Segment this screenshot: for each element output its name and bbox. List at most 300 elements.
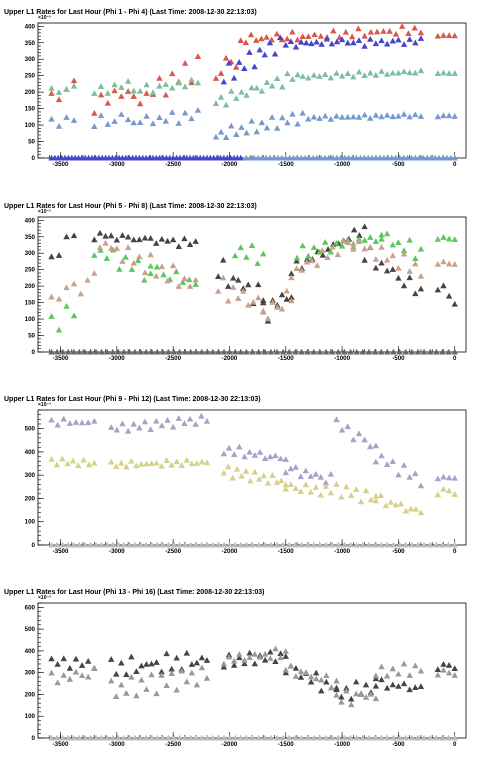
data-point xyxy=(311,31,317,37)
data-point xyxy=(159,236,165,242)
data-point xyxy=(221,470,227,476)
data-point xyxy=(248,85,254,91)
data-point xyxy=(373,673,379,679)
data-point xyxy=(390,113,396,119)
data-point xyxy=(71,117,77,123)
data-point xyxy=(446,32,452,38)
data-point xyxy=(367,36,373,42)
data-point xyxy=(48,85,54,91)
data-point xyxy=(440,474,446,480)
data-point xyxy=(384,71,390,77)
data-point xyxy=(86,461,92,467)
data-point xyxy=(373,72,379,78)
data-point xyxy=(305,75,311,81)
data-point xyxy=(125,88,131,94)
x-tick-label: -2500 xyxy=(165,355,182,362)
x-tick-label: -500 xyxy=(392,741,405,748)
data-point xyxy=(412,255,418,261)
data-point xyxy=(294,121,300,127)
data-point xyxy=(333,416,339,422)
data-point xyxy=(156,114,162,120)
x-tick-label: -2500 xyxy=(165,741,182,748)
data-point xyxy=(91,418,97,424)
data-point xyxy=(384,230,390,236)
data-point xyxy=(125,78,131,84)
data-point xyxy=(91,90,97,96)
data-point xyxy=(395,265,401,271)
data-point xyxy=(303,482,309,488)
data-point xyxy=(169,70,175,76)
data-point xyxy=(48,116,54,122)
data-point xyxy=(188,115,194,121)
data-point xyxy=(170,237,176,243)
data-point xyxy=(118,460,124,466)
data-point xyxy=(318,41,324,47)
data-point xyxy=(192,421,198,427)
y-tick-label: 0 xyxy=(31,155,35,162)
data-point xyxy=(102,233,108,239)
data-point xyxy=(406,268,412,274)
data-point xyxy=(236,444,242,450)
data-point xyxy=(246,49,252,55)
data-point xyxy=(71,313,77,319)
y-tick-label: 200 xyxy=(24,691,35,699)
data-point xyxy=(345,70,351,76)
data-point xyxy=(136,425,142,431)
data-point xyxy=(163,92,169,98)
data-point xyxy=(411,25,417,31)
x-tick-label: -3000 xyxy=(108,355,125,362)
x-tick-label: -2000 xyxy=(221,548,238,555)
data-point xyxy=(63,114,69,120)
data-point xyxy=(143,81,149,87)
data-point xyxy=(440,112,446,118)
data-point xyxy=(262,52,268,58)
data-point xyxy=(91,110,97,116)
data-point xyxy=(363,682,369,688)
data-point xyxy=(85,674,91,680)
data-point xyxy=(293,44,299,50)
data-point xyxy=(262,455,268,461)
data-point xyxy=(119,420,125,426)
data-point xyxy=(254,128,260,134)
y-tick-label: 150 xyxy=(24,105,35,113)
data-point xyxy=(435,261,441,267)
data-point xyxy=(368,29,374,35)
data-point xyxy=(246,449,252,455)
data-point xyxy=(378,453,384,459)
y-tick-label: 400 xyxy=(24,217,35,225)
data-point xyxy=(373,459,379,465)
data-point xyxy=(452,113,458,119)
data-point xyxy=(259,88,265,94)
x-tick-label: -1000 xyxy=(334,548,351,555)
data-point xyxy=(104,255,110,261)
data-point xyxy=(303,40,309,46)
data-point xyxy=(218,129,224,135)
y-tick-label: 150 xyxy=(24,299,35,307)
data-point xyxy=(75,462,81,468)
data-point xyxy=(220,257,226,263)
data-point xyxy=(350,114,356,120)
data-point xyxy=(118,660,124,666)
data-point xyxy=(199,654,205,660)
series-2 xyxy=(48,646,458,708)
data-point xyxy=(194,460,200,466)
data-point xyxy=(395,37,401,43)
data-point xyxy=(252,651,258,657)
data-point xyxy=(122,254,128,260)
data-point xyxy=(361,43,367,49)
data-point xyxy=(378,663,384,669)
data-point xyxy=(221,661,227,667)
data-point xyxy=(156,75,162,81)
data-point xyxy=(353,679,359,685)
data-point xyxy=(401,283,407,289)
data-point xyxy=(288,663,294,669)
x-tick-label: -1000 xyxy=(334,355,351,362)
data-point xyxy=(54,462,60,468)
data-point xyxy=(401,41,407,47)
data-point xyxy=(229,475,235,481)
data-point xyxy=(348,696,354,702)
data-point xyxy=(418,273,424,279)
data-point xyxy=(73,669,79,675)
series-5 xyxy=(48,155,244,161)
data-point xyxy=(401,462,407,468)
data-point xyxy=(163,457,169,463)
data-point xyxy=(195,107,201,113)
x-tick-label: -3500 xyxy=(52,548,69,555)
data-point xyxy=(195,80,201,86)
data-point xyxy=(198,413,204,419)
x-tick-label: -1000 xyxy=(334,161,351,168)
data-point xyxy=(339,427,345,433)
data-point xyxy=(158,463,164,469)
data-point xyxy=(284,70,290,76)
data-point xyxy=(259,119,265,125)
data-point xyxy=(236,59,242,65)
data-point xyxy=(284,288,290,294)
data-point xyxy=(395,113,401,119)
data-point xyxy=(260,251,266,257)
y-tick-label: 250 xyxy=(24,266,35,274)
data-point xyxy=(125,244,131,250)
data-point xyxy=(70,458,76,464)
y-tick-label: 50 xyxy=(28,332,35,340)
data-point xyxy=(269,83,275,89)
data-point xyxy=(153,460,159,466)
data-point xyxy=(412,111,418,117)
data-point xyxy=(395,239,401,245)
data-point xyxy=(452,301,458,307)
data-point xyxy=(440,667,446,673)
data-point xyxy=(316,73,322,79)
data-point xyxy=(147,426,153,432)
data-point xyxy=(159,422,165,428)
data-point xyxy=(367,244,373,250)
data-point xyxy=(349,34,355,40)
data-point xyxy=(345,40,351,46)
y-tick-label: 400 xyxy=(24,647,35,655)
data-point xyxy=(189,670,195,676)
data-point xyxy=(313,39,319,45)
data-point xyxy=(418,683,424,689)
data-point xyxy=(390,458,396,464)
data-point xyxy=(249,242,255,248)
data-point xyxy=(79,662,85,668)
data-point xyxy=(299,73,305,79)
data-point xyxy=(254,85,260,91)
data-point xyxy=(98,83,104,89)
data-point xyxy=(298,473,304,479)
data-point xyxy=(350,74,356,80)
data-point xyxy=(98,92,104,98)
x-tick-label: -3000 xyxy=(108,741,125,748)
data-point xyxy=(435,70,441,76)
data-point xyxy=(108,656,114,662)
data-point xyxy=(97,230,103,236)
data-point xyxy=(440,234,446,240)
data-point xyxy=(91,460,97,466)
data-point xyxy=(91,123,97,129)
y-tick-label: 400 xyxy=(24,23,35,31)
data-point xyxy=(452,475,458,481)
data-point xyxy=(384,461,390,467)
data-point xyxy=(234,466,240,472)
data-point xyxy=(247,478,253,484)
data-point xyxy=(186,276,192,282)
data-point xyxy=(358,498,364,504)
data-point xyxy=(373,238,379,244)
data-point xyxy=(452,665,458,671)
y-tick-label: 0 xyxy=(31,349,35,356)
data-point xyxy=(105,121,111,127)
data-point xyxy=(251,63,257,69)
data-point xyxy=(348,701,354,707)
data-point xyxy=(148,671,154,677)
data-point xyxy=(114,245,120,251)
data-point xyxy=(260,309,266,315)
data-point xyxy=(378,113,384,119)
data-point xyxy=(131,88,137,94)
data-point xyxy=(298,488,304,494)
data-point xyxy=(298,668,304,674)
data-point xyxy=(173,268,179,274)
data-point xyxy=(401,661,407,667)
data-point xyxy=(111,118,117,124)
data-point xyxy=(350,437,356,443)
data-point xyxy=(446,474,452,480)
data-point xyxy=(373,683,379,689)
data-point xyxy=(358,691,364,697)
data-point xyxy=(169,85,175,91)
data-point xyxy=(48,253,54,259)
data-point xyxy=(238,473,244,479)
data-point xyxy=(243,39,249,45)
data-point xyxy=(195,53,201,59)
data-point xyxy=(395,70,401,76)
data-point xyxy=(418,113,424,119)
data-point xyxy=(125,234,131,240)
y-tick-label: 250 xyxy=(24,72,35,80)
data-point xyxy=(289,29,295,35)
data-point xyxy=(395,472,401,478)
data-point xyxy=(118,93,124,99)
data-point xyxy=(220,275,226,281)
data-point xyxy=(406,36,412,42)
data-point xyxy=(384,268,390,274)
data-point xyxy=(373,265,379,271)
data-point xyxy=(128,458,134,464)
data-point xyxy=(204,675,210,681)
data-point xyxy=(71,77,77,83)
data-point xyxy=(322,239,328,245)
y-tick-label: 0 xyxy=(31,542,35,549)
data-point xyxy=(223,55,229,61)
data-point xyxy=(452,491,458,497)
data-point xyxy=(243,254,249,260)
data-point xyxy=(274,75,280,81)
data-point xyxy=(384,257,390,263)
y-tick-label: 200 xyxy=(24,89,35,97)
x-tick-label: -2000 xyxy=(221,355,238,362)
data-point xyxy=(328,684,334,690)
data-point xyxy=(406,274,412,280)
data-point xyxy=(283,456,289,462)
data-point xyxy=(163,118,169,124)
data-point xyxy=(313,484,319,490)
data-point xyxy=(277,455,283,461)
data-point xyxy=(174,687,180,693)
data-point xyxy=(192,238,198,244)
x-tick-label: -1500 xyxy=(277,355,294,362)
data-point xyxy=(418,67,424,73)
data-point xyxy=(85,658,91,664)
data-point xyxy=(418,35,424,41)
data-point xyxy=(123,464,129,470)
series-2 xyxy=(48,456,458,516)
data-point xyxy=(361,437,367,443)
data-point xyxy=(182,84,188,90)
data-point xyxy=(142,235,148,241)
data-point xyxy=(435,287,441,293)
data-point xyxy=(48,456,54,462)
data-point xyxy=(311,114,317,120)
y-tick-label: 300 xyxy=(24,472,35,480)
data-point xyxy=(401,111,407,117)
data-point xyxy=(353,691,359,697)
data-point xyxy=(373,40,379,46)
data-point xyxy=(131,237,137,243)
y-tick-label: 100 xyxy=(24,713,35,721)
data-point xyxy=(179,462,185,468)
x-tick-label: 0 xyxy=(453,161,457,168)
data-point xyxy=(138,677,144,683)
data-point xyxy=(283,648,289,654)
data-point xyxy=(143,90,149,96)
data-point xyxy=(361,223,367,229)
chart-panel-2 xyxy=(4,203,466,362)
data-point xyxy=(137,88,143,94)
data-point xyxy=(395,683,401,689)
x-tick-label: -500 xyxy=(392,548,405,555)
data-point xyxy=(213,75,219,81)
data-point xyxy=(78,291,84,297)
data-point xyxy=(163,81,169,87)
data-point xyxy=(406,672,412,678)
data-point xyxy=(91,252,97,258)
data-point xyxy=(245,281,251,287)
data-point xyxy=(440,259,446,265)
data-point xyxy=(328,116,334,122)
series-1 xyxy=(48,223,458,323)
chart-title: Upper L1 Rates for Last Hour (Phi 1 - Phi 4) (Last Time: 2008-12-30 22:13:03) xyxy=(4,9,257,16)
data-point xyxy=(91,665,97,671)
data-point xyxy=(255,295,261,301)
data-point xyxy=(67,420,73,426)
data-point xyxy=(412,662,418,668)
data-point xyxy=(435,33,441,39)
data-point xyxy=(446,488,452,494)
data-point xyxy=(169,109,175,115)
data-point xyxy=(412,40,418,46)
data-point xyxy=(136,236,142,242)
data-point xyxy=(390,70,396,76)
data-point xyxy=(143,113,149,119)
data-point xyxy=(231,658,237,664)
data-point xyxy=(390,252,396,258)
data-point xyxy=(119,232,125,238)
data-point xyxy=(258,35,264,41)
data-point xyxy=(340,237,346,243)
y-tick-label: 500 xyxy=(24,425,35,433)
data-point xyxy=(73,656,79,662)
data-point xyxy=(323,679,329,685)
data-point xyxy=(303,468,309,474)
data-point xyxy=(248,118,254,124)
data-point xyxy=(390,266,396,272)
data-point xyxy=(97,244,103,250)
data-point xyxy=(299,33,305,39)
data-point xyxy=(308,679,314,685)
data-point xyxy=(294,255,300,261)
data-point xyxy=(378,676,384,682)
data-point xyxy=(279,84,285,90)
data-point xyxy=(223,134,229,140)
data-point xyxy=(316,115,322,121)
data-point xyxy=(113,693,119,699)
data-point xyxy=(105,100,111,106)
data-point xyxy=(367,70,373,76)
data-point xyxy=(238,89,244,95)
data-point xyxy=(333,481,339,487)
data-point xyxy=(333,113,339,119)
data-point xyxy=(114,427,120,433)
x-tick-label: 0 xyxy=(453,548,457,555)
data-point xyxy=(153,418,159,424)
x-tick-label: -2000 xyxy=(221,741,238,748)
data-point xyxy=(435,236,441,242)
data-point xyxy=(170,424,176,430)
data-point xyxy=(311,72,317,78)
data-point xyxy=(303,669,309,675)
data-point xyxy=(398,501,404,507)
data-point xyxy=(235,277,241,283)
data-point xyxy=(194,682,200,688)
plot-frame xyxy=(38,23,466,158)
data-point xyxy=(243,468,249,474)
